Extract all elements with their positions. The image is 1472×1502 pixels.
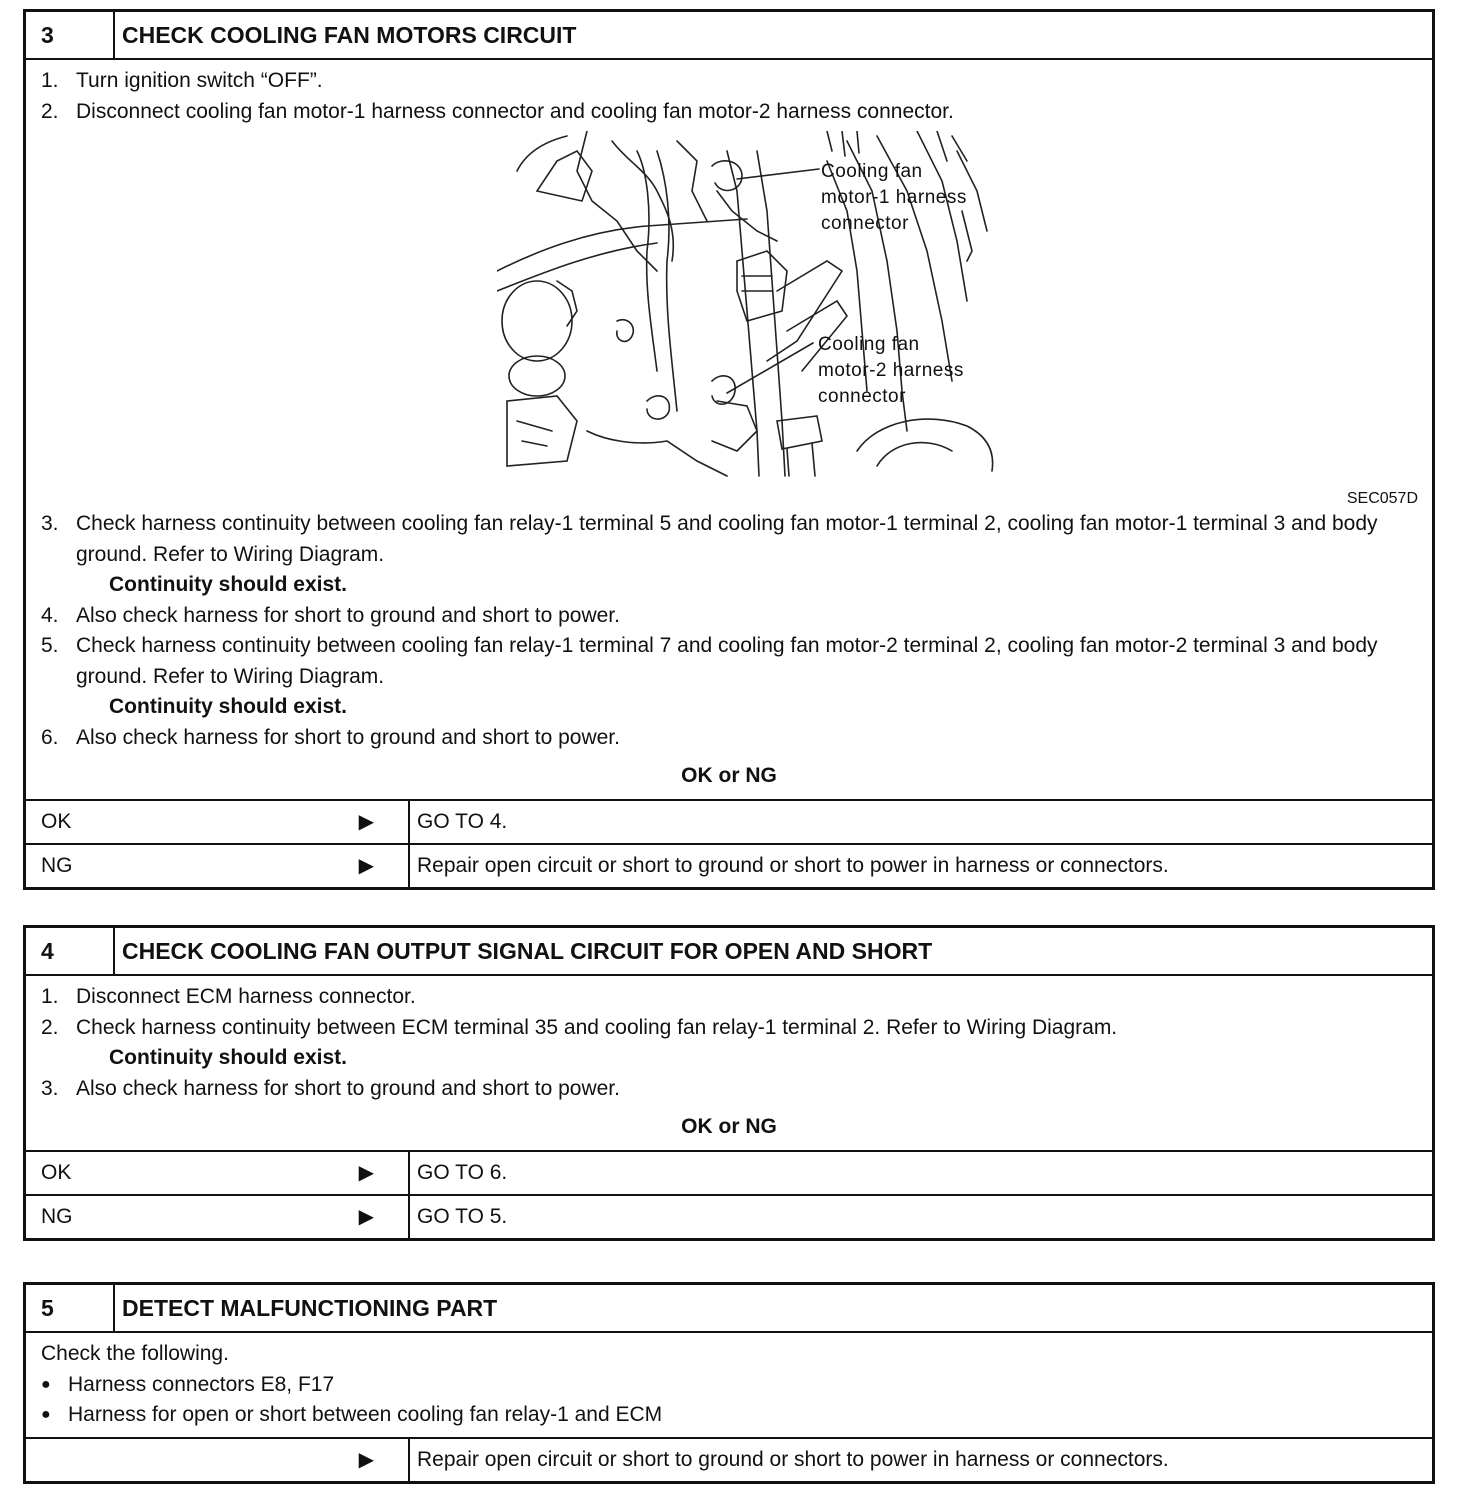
- result-label: NG: [41, 1205, 73, 1228]
- arrow-icon: ▶: [358, 811, 374, 833]
- step-text: Disconnect cooling fan motor-1 harness connector and cooling fan motor-2 harness connector.: [76, 99, 954, 123]
- result-label: OK: [41, 1161, 72, 1184]
- step-number: 6.: [41, 725, 59, 749]
- ok-or-ng-heading: OK or NG: [681, 1115, 777, 1138]
- step-number: 4.: [41, 603, 59, 627]
- result-key: [26, 1439, 410, 1481]
- section-5-header: [26, 1285, 1432, 1333]
- section-3-header: [26, 12, 1432, 60]
- figure-code: SEC057D: [1346, 490, 1418, 507]
- arrow-icon: ▶: [358, 1206, 374, 1228]
- step-1: [41, 982, 1418, 1013]
- step-number: 1.: [41, 985, 59, 1008]
- ok-or-ng-heading: OK or NG: [681, 764, 777, 787]
- callout-line: motor-2 harness: [818, 360, 964, 381]
- section-5-box: [23, 1282, 1435, 1484]
- section-5-body: [26, 1333, 1432, 1437]
- bullet-icon: ●: [41, 1375, 51, 1393]
- arrow-icon: ▶: [358, 1162, 374, 1184]
- callout-line: Cooling fan: [821, 161, 923, 182]
- step-text: Check harness continuity between cooling fan relay-1 terminal 5 and cooling fan motor-1 terminal 2, cooling fan motor-1 terminal 3 and body ground. Refer to Wiring Diagram.: [76, 512, 1378, 566]
- bullet-text: Harness connectors E8, F17: [68, 1372, 335, 1396]
- step-number: 2.: [41, 1015, 59, 1039]
- result-label: NG: [41, 854, 73, 877]
- motor-1-connector-callout: [821, 159, 967, 237]
- arrow-icon: ▶: [358, 1448, 374, 1471]
- continuity-note: Continuity should exist.: [109, 695, 348, 718]
- section-4-header: [26, 928, 1432, 976]
- result-action: GO TO 4.: [417, 810, 508, 833]
- step-text: Check harness continuity between ECM terminal 35 and cooling fan relay-1 terminal 2. Refer to Wiring Diagram.: [76, 1015, 1118, 1039]
- result-key: [26, 1152, 410, 1194]
- section-4-box: [23, 925, 1435, 1241]
- step-6: [41, 723, 1418, 754]
- section-4-body: [26, 976, 1432, 1104]
- result-key: [26, 801, 410, 843]
- step-number: 3.: [41, 512, 59, 535]
- bullet-item: [41, 1400, 1418, 1431]
- result-row-ok: [26, 1150, 1432, 1194]
- result-label: OK: [41, 810, 72, 833]
- section-number: 5: [26, 1285, 115, 1331]
- step-2: [41, 97, 1418, 128]
- step-5: [41, 631, 1418, 692]
- bullet-item: [41, 1370, 1418, 1401]
- result-row-ng: [26, 843, 1432, 887]
- step-text: Also check harness for short to ground and short to power.: [76, 603, 620, 627]
- section-number: 3: [26, 12, 115, 58]
- result-row-ok: [26, 799, 1432, 843]
- result-action: GO TO 5.: [417, 1205, 508, 1228]
- result-action: Repair open circuit or short to ground or short to power in harness or connectors.: [417, 854, 1169, 877]
- section-title: DETECT MALFUNCTIONING PART: [122, 1295, 498, 1321]
- step-text: Turn ignition switch “OFF”.: [76, 69, 323, 92]
- result-key: [26, 845, 410, 887]
- section-3-body: [26, 60, 1432, 753]
- step-4: [41, 601, 1418, 632]
- step-text: Also check harness for short to ground and short to power.: [76, 725, 620, 749]
- step-number: 3.: [41, 1076, 59, 1100]
- continuity-note: Continuity should exist.: [109, 1046, 348, 1069]
- result-action: Repair open circuit or short to ground or short to power in harness or connectors.: [417, 1447, 1169, 1471]
- intro-text: Check the following.: [41, 1342, 229, 1365]
- bullet-text: Harness for open or short between cooling fan relay-1 and ECM: [68, 1403, 663, 1426]
- callout-line: Cooling fan: [818, 334, 920, 355]
- step-3: [41, 509, 1418, 570]
- callout-line: connector: [821, 213, 909, 234]
- step-1: [41, 66, 1418, 97]
- step-text: Disconnect ECM harness connector.: [76, 985, 416, 1008]
- step-number: 5.: [41, 634, 59, 657]
- continuity-note: Continuity should exist.: [109, 573, 348, 596]
- bullet-icon: ●: [41, 1406, 51, 1423]
- section-title: CHECK COOLING FAN MOTORS CIRCUIT: [122, 22, 577, 48]
- arrow-icon: ▶: [358, 855, 374, 877]
- callout-line: connector: [818, 386, 906, 407]
- result-action: GO TO 6.: [417, 1161, 508, 1184]
- section-number: 4: [26, 928, 115, 974]
- result-key: [26, 1196, 410, 1238]
- engine-bay-figure: [41, 127, 1418, 509]
- step-text: Also check harness for short to ground and short to power.: [76, 1076, 620, 1100]
- result-row-ng: [26, 1194, 1432, 1238]
- step-3: [41, 1074, 1418, 1105]
- result-row: [26, 1437, 1432, 1481]
- section-title: CHECK COOLING FAN OUTPUT SIGNAL CIRCUIT FOR OPEN AND SHORT: [122, 938, 933, 964]
- step-number: 2.: [41, 99, 59, 123]
- step-number: 1.: [41, 69, 59, 92]
- section-3-box: [23, 9, 1435, 890]
- step-text: Check harness continuity between cooling fan relay-1 terminal 7 and cooling fan motor-2 terminal 2, cooling fan motor-2 terminal 3 and body ground. Refer to Wiring Diagram.: [76, 634, 1378, 688]
- motor-2-connector-callout: [818, 332, 964, 410]
- step-2: [41, 1013, 1418, 1044]
- callout-line: motor-1 harness: [821, 187, 967, 208]
